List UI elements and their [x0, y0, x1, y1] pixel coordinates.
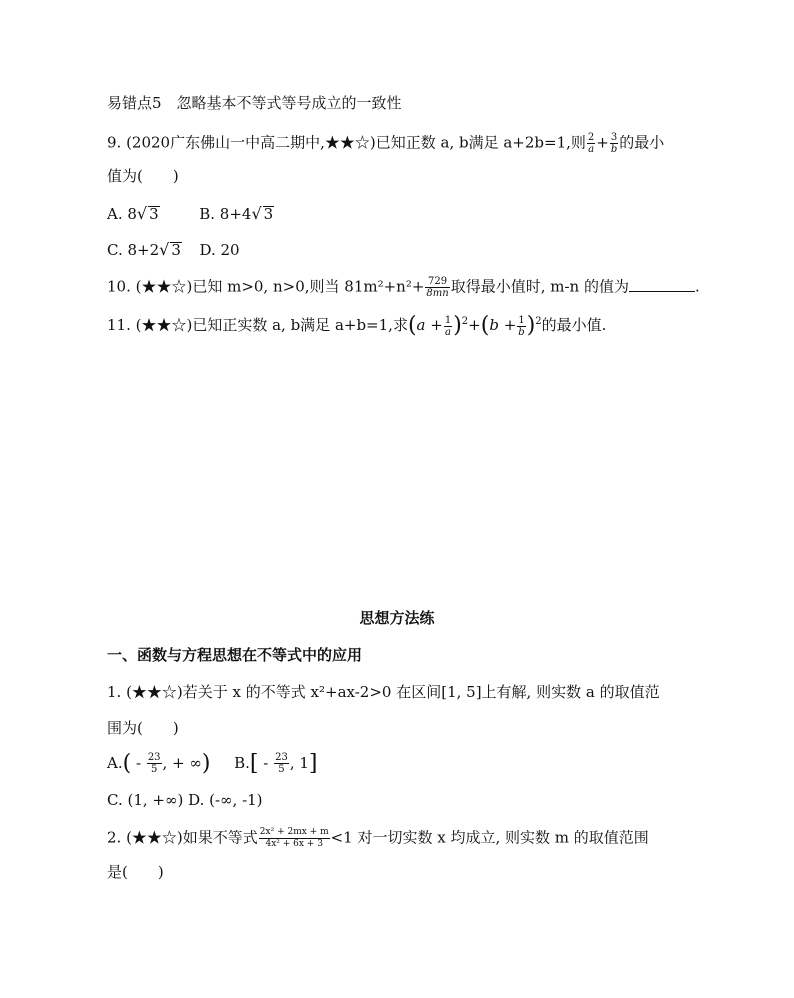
q10-fraction: $\frac{729}{8mn}$: [426, 276, 449, 299]
q2-fraction: $\frac{\text{2x² + 2mx + m}}{\text{4x² + 6x + 3}}$: [259, 827, 329, 849]
option-d: D. 20: [199, 241, 240, 259]
question-2-line-2: 是( ): [107, 863, 164, 881]
question-1-line-1: 1. (★★☆)若关于 x 的不等式 x²+ax-2>0 在区间[1, 5]上有解, 则实数 a 的取值范: [107, 683, 660, 701]
section-title-easy-error-5: 易错点5 忽略基本不等式等号成立的一致性: [107, 94, 402, 112]
q9-fraction-3-over-b: $\frac{3}{b}$: [610, 132, 618, 155]
option-b: B. 8+4√ 3: [199, 204, 274, 223]
question-1-options-cd: C. (1, +∞) D. (-∞, -1): [107, 791, 263, 809]
option-a: A.( - $\frac{23}{5}$ , + ∞): [107, 750, 211, 776]
question-1-line-2: 围为( ): [107, 719, 179, 737]
question-9-line-2: 值为( ): [107, 167, 179, 185]
subheading-function-equation: 一、函数与方程思想在不等式中的应用: [107, 646, 363, 664]
section-heading-methods: 思想方法练: [359, 609, 435, 627]
question-10: 10. (★★☆)已知 m>0, n>0,则当 81m²+n²+ $\frac{729}{8mn}$ 取得最小值时, m-n 的值为 .: [107, 276, 700, 299]
question-9-options-ab: [107, 204, 274, 224]
q9-prefix: 9. (2020广东佛山一中高二期中,★★☆)已知正数 a, b满足 a+2b=1,则: [107, 133, 586, 152]
q9-fraction-2-over-a: $\frac{2}{a}$: [587, 132, 595, 155]
answer-blank: [629, 277, 695, 292]
question-1-options-ab: [107, 752, 318, 775]
option-b: B.[ - $\frac{23}{5}$ , 1]: [234, 750, 318, 776]
option-c: C. 8+2√ 3: [107, 240, 181, 259]
q9-suffix: 的最小: [619, 133, 665, 152]
question-2-line-1: 2. (★★☆)如果不等式 $\frac{\text{2x² + 2mx + m}}{\text{4x² + 6x + 3}}$ <1 对一切实数 x 均成立, 则实数 m 的取值范围: [107, 827, 649, 849]
question-9-line-1: 9. (2020广东佛山一中高二期中,★★☆)已知正数 a, b满足 a+2b=1,则 $\frac{2}{a}$ + $\frac{3}{b}$ 的最小: [107, 132, 665, 155]
question-9-options-cd: [107, 240, 240, 260]
question-11: 11. (★★☆)已知正实数 a, b满足 a+b=1,求(a + $\frac{1}{a}$ )$^2$+(b + $\frac{1}{b}$ )$^2$的最小值.: [107, 313, 607, 338]
option-a: A. 8√ 3: [107, 204, 159, 223]
